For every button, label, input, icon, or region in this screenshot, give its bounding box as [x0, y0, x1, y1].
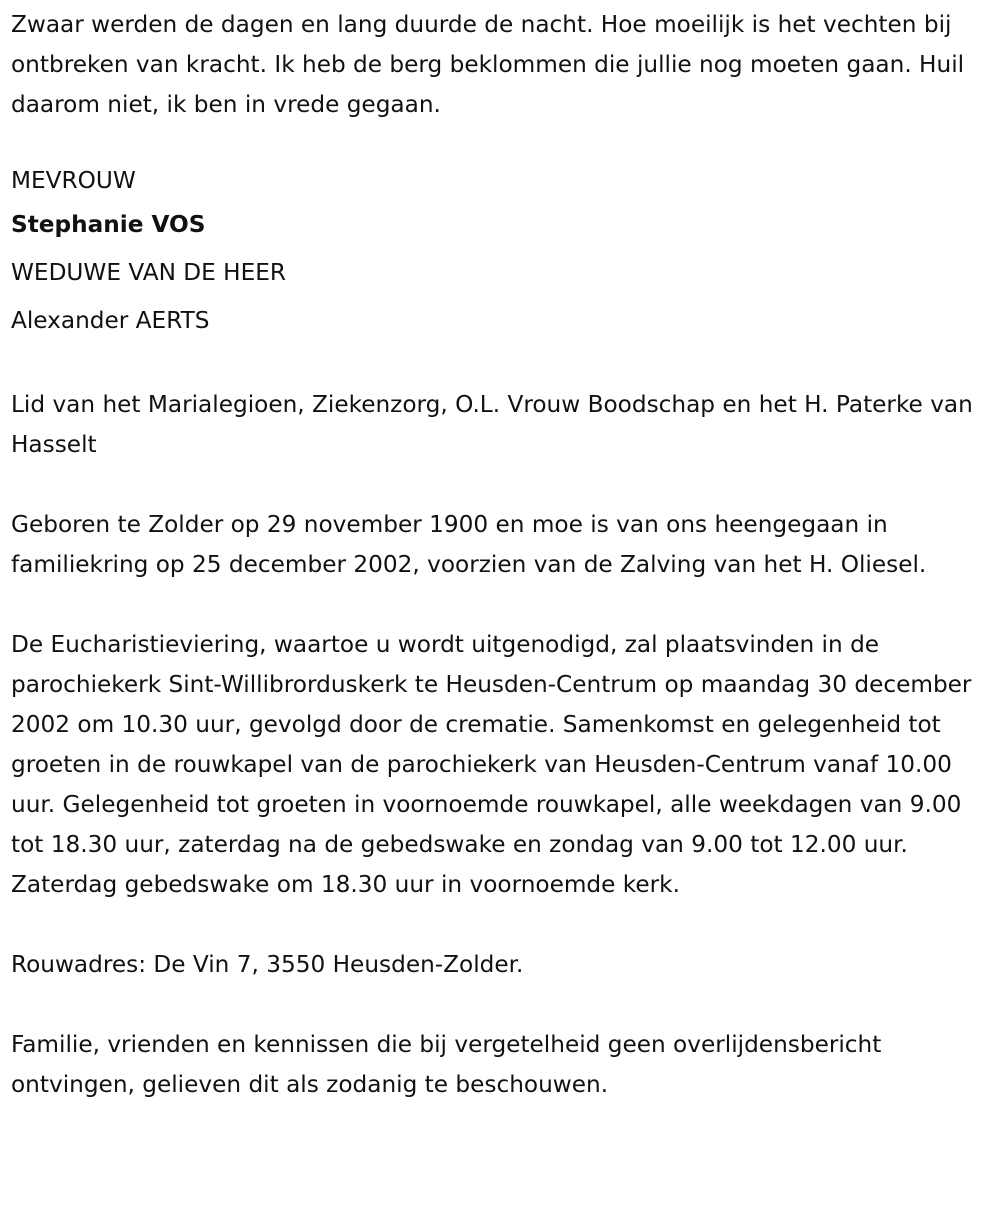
- spouse-name: Alexander AERTS: [11, 307, 210, 334]
- address-paragraph: Rouwadres: De Vin 7, 3550 Heusden-Zolder.: [11, 951, 524, 978]
- closing-paragraph: Familie, vrienden en kennissen die bij vergetelheid geen overlijdensbericht ontvingen, gelieven dit als zodanig te beschouwen.: [11, 1031, 882, 1098]
- deceased-block: [11, 161, 990, 345]
- deceased-title: MEVROUW: [11, 167, 136, 194]
- ceremony-paragraph: De Eucharistieviering, waartoe u wordt uitgenodigd, zal plaatsvinden in de parochiekerk Sint-Willibrorduskerk te Heusden-Centrum op maandag 30 december 2002 om 10.30 uur, gevolgd door de crematie. Samenkomst en gelegenheid tot groeten in de rouwkapel van de parochiekerk van Heusden-Centrum vanaf 10.00 uur. Gelegenheid tot groeten in voornoemde rouwkapel, alle weekdagen van 9.00 tot 18.30 uur, zaterdag na de gebedswake en zondag van 9.00 tot 12.00 uur. Zaterdag gebedswake om 18.30 uur in voornoemde kerk.: [11, 631, 972, 898]
- deceased-name: Stephanie VOS: [11, 211, 206, 238]
- birth-death-paragraph: Geboren te Zolder op 29 november 1900 en moe is van ons heengegaan in familiekring op 25 december 2002, voorzien van de Zalving van het H. Oliesel.: [11, 511, 927, 578]
- intro-paragraph: Zwaar werden de dagen en lang duurde de nacht. Hoe moeilijk is het vechten bij ontbreken van kracht. Ik heb de berg beklommen die jullie nog moeten gaan. Huil daarom niet, ik ben in vrede gegaan.: [11, 11, 965, 118]
- membership-paragraph: Lid van het Marialegioen, Ziekenzorg, O.L. Vrouw Boodschap en het H. Paterke van Hasselt: [11, 391, 973, 458]
- deceased-relation: WEDUWE VAN DE HEER: [11, 259, 287, 286]
